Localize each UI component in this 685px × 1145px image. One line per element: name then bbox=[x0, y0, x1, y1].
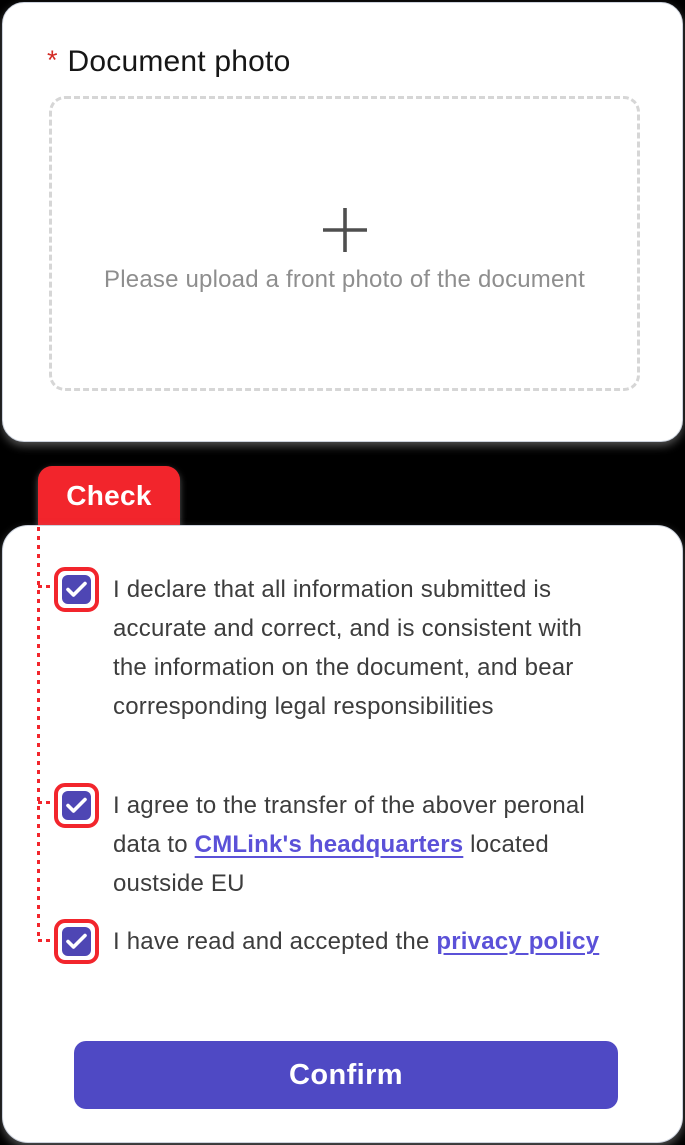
plus-icon bbox=[319, 204, 371, 256]
text-segment: located oustside EU bbox=[113, 831, 549, 897]
text-segment: I declare that all information submitted is accurate and correct, and is consistent with the information on the document, and bear corresponding legal responsibilities bbox=[113, 576, 583, 720]
document-photo-upload-dropzone[interactable] bbox=[49, 96, 640, 391]
consent-item-data-transfer bbox=[54, 783, 618, 903]
privacy-policy-checkbox[interactable] bbox=[54, 919, 99, 964]
check-badge-label: Check bbox=[66, 480, 152, 511]
confirm-button[interactable]: Confirm bbox=[74, 1041, 618, 1109]
data-transfer-checkbox[interactable] bbox=[54, 783, 99, 828]
text-segment: I agree to the transfer of the abover peronal data to bbox=[113, 792, 585, 858]
consent-item-declaration bbox=[54, 567, 618, 726]
required-asterisk: * bbox=[47, 45, 58, 75]
document-photo-card bbox=[2, 2, 683, 442]
consent-item-label bbox=[113, 786, 618, 903]
inline-link[interactable]: privacy policy bbox=[436, 928, 600, 955]
consent-item-label bbox=[113, 570, 618, 726]
check-guide-connector bbox=[38, 939, 53, 942]
consent-card bbox=[2, 525, 683, 1143]
check-guide-dotted-line bbox=[37, 527, 40, 939]
declaration-checkbox[interactable] bbox=[54, 567, 99, 612]
check-guide-connector bbox=[38, 801, 53, 804]
document-photo-title-row bbox=[47, 43, 290, 81]
consent-item-label bbox=[113, 922, 618, 961]
page-title: Document photo bbox=[67, 45, 291, 78]
consent-item-privacy-policy bbox=[54, 919, 618, 964]
checkmark-icon bbox=[66, 933, 87, 950]
upload-placeholder-text: Please upload a front photo of the document bbox=[104, 265, 585, 293]
checkbox-checked-box bbox=[62, 575, 91, 604]
text-segment: I have read and accepted the bbox=[113, 928, 437, 955]
checkbox-checked-box bbox=[62, 927, 91, 956]
checkbox-checked-box bbox=[62, 791, 91, 820]
checkmark-icon bbox=[66, 797, 87, 814]
inline-link[interactable]: CMLink's headquarters bbox=[194, 831, 464, 858]
checkmark-icon bbox=[66, 581, 87, 598]
check-guide-connector bbox=[38, 585, 53, 588]
